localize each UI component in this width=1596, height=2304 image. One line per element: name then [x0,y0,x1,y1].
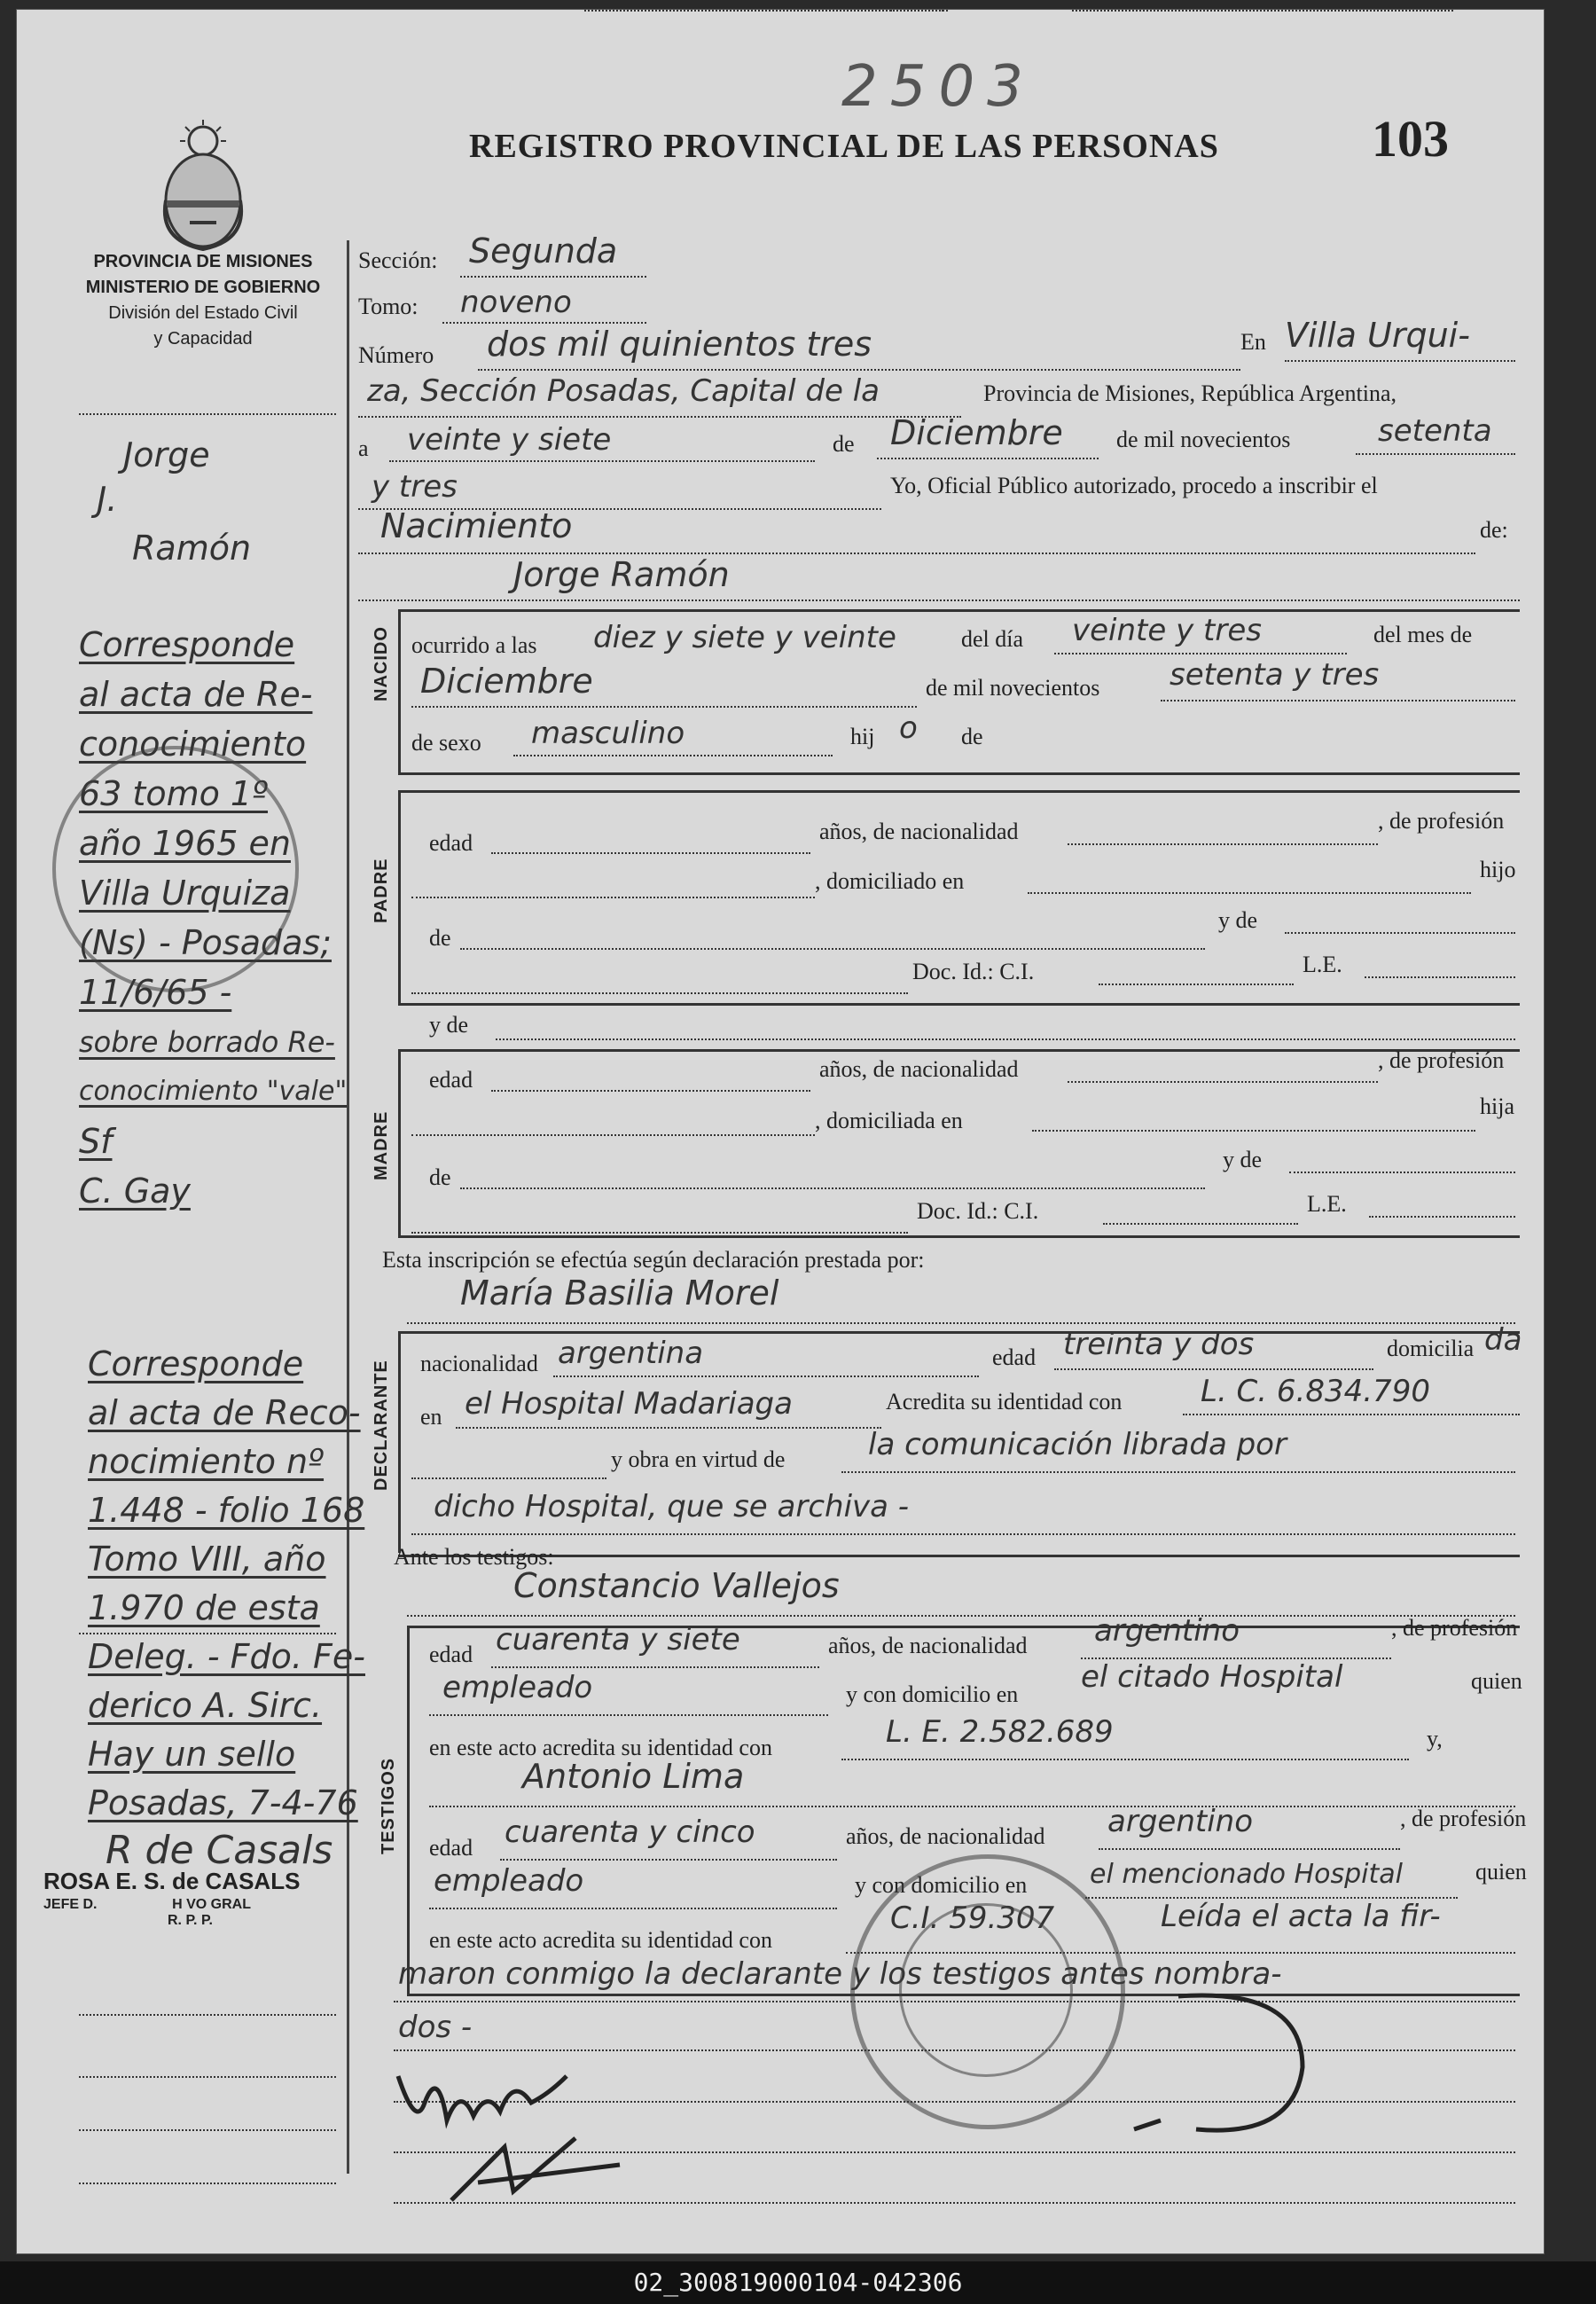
hora-value: diez y siete y veinte [593,620,896,655]
madre-profesion-label: , de profesión [1378,1047,1505,1073]
stamp-office: R. P. P. [168,1913,213,1928]
declarante-nacionalidad-value: argentina [558,1336,704,1371]
testigo1-edad-line [491,1666,819,1668]
place-value: za, Sección Posadas, Capital de la [367,373,880,409]
padre-profesion-label: , de profesión [1378,808,1505,834]
official-stamp [43,1868,363,1929]
padre-y-de-label: y de [1218,907,1258,933]
hij-line [890,10,943,12]
declarante-acredita-value: L. C. 6.834.790 [1201,1374,1430,1409]
declarante-obra-value: la comunicación librada por [868,1427,1287,1462]
declarante-obra-prefix-line [411,1477,606,1479]
madre-y-de-line [496,1038,1515,1040]
en-label: En [1240,329,1266,355]
padre-le-label: L.E. [1303,952,1342,977]
margin-note-line: Sf [79,1122,113,1161]
declarante-acredita-line [1183,1414,1520,1415]
padre-top-rule [398,790,1520,793]
testigo1-domicilio-value: el citado Hospital [1081,1659,1343,1695]
testigo2-acredita-label: en este acto acredita su identidad con [429,1927,772,1953]
margin-note-line: Villa Urquiza [79,874,291,913]
margin-note-line: al acta de Re- [79,675,313,714]
closing-text-1: Leída el acta la fir- [1161,1899,1441,1934]
padre-parent2-line [1285,932,1515,934]
mes-line [411,706,917,708]
testigo1-quien-label: quien [1471,1668,1522,1694]
day-value: veinte y siete [407,422,612,458]
madre-y-de-top-label: y de [429,1012,469,1038]
numero-label: Número [358,342,434,368]
margin-note-line: sobre borrado Re- [79,1025,335,1059]
del-mes-label: del mes de [1373,622,1473,647]
declarante-section-label: DECLARANTE [372,1360,391,1491]
seccion-line [460,276,646,278]
acto-value: Nacimiento [380,506,573,545]
nacido-section-label: NACIDO [372,626,391,701]
declarante-obra-line [841,1471,1515,1473]
testigo2-domicilio-label: y con domicilio en [855,1872,1028,1898]
madre-section-label: MADRE [372,1110,391,1180]
acto-line [358,552,1475,554]
declarante-bottom-rule [398,1555,1520,1557]
testigos-section-bar [407,1626,410,1994]
testigo2-quien-label: quien [1475,1859,1527,1885]
margin-note-line: año 1965 en [79,824,291,863]
margin-note-line: Corresponde [79,625,295,664]
declarante-en-label: en [420,1404,442,1430]
stamp-title: JEFE D. [43,1897,98,1912]
padre-doc-label: Doc. Id.: C.I. [912,959,1035,984]
declarante-obra-label: y obra en virtud de [611,1446,786,1472]
round-seal-stamp [52,746,299,992]
madre-doc-line [411,1232,908,1234]
declarante-edad-label: edad [992,1344,1037,1370]
closing-text-2: maron conmigo la declarante y los testigos antes nombra- [398,1956,1282,1992]
margin-note-line: Posadas, 7-4-76 [88,1783,358,1822]
tomo-value: noveno [460,285,572,320]
declarante-obra2-value: dicho Hospital, que se archiva - [434,1489,910,1524]
testigo2-profesion-value: empleado [434,1863,584,1899]
madre-section-bar [398,1049,401,1235]
declarante-nombre-line [407,1322,1515,1324]
padre-edad-label: edad [429,830,473,856]
margin-line [79,2076,336,2078]
closing-text-3: dos - [398,2010,473,2045]
madre-parent1-line [460,1187,1205,1189]
madre-edad-label: edad [429,1067,473,1093]
declarante-en-line [456,1427,881,1429]
declarante-edad-value: treinta y dos [1063,1327,1255,1362]
agency-ministry: MINISTERIO DE GOBIERNO [85,278,321,297]
testigo1-nombre-value: Constancio Vallejos [513,1566,840,1605]
margin-note-line: derico A. Sirc. [88,1686,323,1725]
sexo-line [513,755,833,756]
margin-note-line: conocimiento "vale" [79,1076,348,1107]
padre-ci-line [1099,984,1294,985]
testigo1-profesion-label: , de profesión [1391,1615,1518,1641]
anio-value: setenta y tres [1170,657,1380,693]
madre-domicilio-line [1032,1130,1475,1132]
margin-signature: R de Casals [106,1828,333,1873]
testigo2-edad-line [500,1859,837,1861]
madre-parent2-line [1289,1172,1515,1173]
padre-le-line [1365,976,1515,978]
agency-block [52,249,354,352]
declarante-acredita-label: Acredita su identidad con [886,1389,1123,1415]
margin-note-line: al acta de Reco- [88,1393,361,1432]
padre-de-label: de [429,925,451,951]
margin-note-line: 63 tomo 1º [79,774,269,813]
declarante-nacionalidad-line [553,1375,979,1377]
anio-line [1161,700,1515,701]
padre-doc-line [411,992,908,994]
padre-parent1-line [460,948,1205,950]
margin-note-line: Corresponde [88,1344,304,1383]
testigo2-nacionalidad-value: argentino [1107,1804,1253,1839]
official-round-seal-inner [899,1903,1073,2077]
numero-line [478,369,1240,371]
testigo1-profesion-line [429,1714,828,1716]
agency-province: PROVINCIA DE MISIONES [93,252,313,271]
testigo-signature [442,2120,691,2218]
document-title: REGISTRO PROVINCIAL DE LAS PERSONAS [469,128,1219,165]
numero-value: dos mil quinientos tres [487,325,872,364]
del-dia-label: del día [961,626,1024,652]
padre-domicilio-line [1028,892,1471,894]
nombre-value: Jorge Ramón [513,555,730,594]
testigo2-edad-value: cuarenta y cinco [505,1814,755,1850]
testigo1-domicilio-line [1072,10,1453,12]
nacido-de-label: de [961,724,983,749]
testigo1-doc-line [841,1759,1409,1760]
image-id-footer: 02_300819000104-042306 [0,2261,1596,2304]
margin-initial: J. [97,480,118,519]
margin-note-reconocimiento-1970 [88,1340,372,1828]
hij-value: o [899,710,918,746]
madre-anios-label: años, de nacionalidad [819,1056,1019,1082]
testigo2-nacionalidad-line [1099,1848,1400,1850]
margin-note-line: Tomo VIII, año [88,1540,326,1579]
stamp-name: ROSA E. S. de CASALS [43,1868,301,1894]
madre-le-line [1369,1216,1515,1218]
declarante-intro: Esta inscripción se efectúa según declaración prestada por: [382,1247,925,1273]
declarante-top-rule [398,1331,1520,1334]
en-value: Villa Urqui- [1285,316,1470,355]
testigos-intro: Ante los testigos: [394,1544,554,1570]
year-line [1356,453,1515,455]
testigo2-doc-value: C.I. 59.307 [890,1900,1055,1936]
testigo2-anios-label: años, de nacionalidad [846,1823,1045,1849]
margin-note-line: nocimiento nº [88,1442,325,1481]
de-colon-label: de: [1480,517,1508,543]
margin-line [79,2014,336,2016]
margin-note-line: Hay un sello [88,1735,296,1774]
dia-line [1054,653,1347,654]
tomo-label: Tomo: [358,294,419,319]
mes-value: Diciembre [420,662,593,701]
declarante-en-value: el Hospital Madariaga [465,1386,793,1422]
margin-note-line: C. Gay [79,1172,191,1211]
madre-profesion-line [411,1134,815,1136]
hij-label: hij [850,724,875,749]
sexo-value: masculino [531,716,685,751]
margin-note-line: 1.448 - folio 168 [88,1491,365,1530]
testigo1-acredita-label: en este acto acredita su identidad con [429,1735,772,1760]
handwritten-record-number: 2503 [841,54,1036,120]
oficial-text: Yo, Oficial Público autorizado, procedo a inscribir el [890,473,1378,498]
declarante-domicilia-value: da [1484,1322,1522,1358]
document-page [16,9,1545,2254]
testigo2-nombre-line [429,1806,1515,1807]
margin-note-line: 11/6/65 - [79,973,232,1012]
testigo2-profesion-label: , de profesión [1400,1806,1527,1831]
en-line [1285,360,1515,362]
declarante-edad-line [1054,1368,1373,1370]
declarante-nombre-value: María Basilia Morel [460,1273,779,1313]
declarante-section-bar [398,1331,401,1553]
padre-profesion-line [411,897,815,898]
stamp-subtitle: H VO GRAL [172,1897,251,1912]
margin-line [79,2129,336,2131]
day-line [389,460,815,462]
nombre-line [358,600,1520,601]
declarante-domicilia-label: domicilia [1387,1336,1475,1361]
testigo2-nombre-value: Antonio Lima [522,1757,745,1796]
agency-division: División del Estado Civil [108,303,298,323]
testigo1-domicilio-label: y con domicilio en [846,1681,1019,1707]
testigos-section-label: TESTIGOS [379,1757,398,1854]
madre-de-label: de [429,1164,451,1190]
year-value: setenta [1378,413,1492,449]
testigo1-edad-label: edad [429,1642,473,1667]
testigo1-anios-label: años, de nacionalidad [828,1633,1028,1658]
dia-value: veinte y tres [1072,613,1262,648]
testigo1-profesion-value: empleado [442,1670,593,1705]
testigo2-profesion-line [429,1908,837,1909]
nacido-section-bar [398,609,401,773]
margin-note-line: conocimiento [79,725,307,764]
margin-note-line: (Ns) - Posadas; [79,923,332,962]
ocurrido-label: ocurrido a las [411,632,537,658]
year-prefix: de mil novecientos [1116,427,1291,452]
madre-edad-line [491,1090,810,1092]
month-line [877,458,1099,459]
year-cont-value: y tres [372,469,458,505]
nacido-bottom-rule [398,772,1520,775]
testigo1-edad-value: cuarenta y siete [496,1622,740,1657]
margin-name-second: Ramón [132,529,252,568]
padre-bottom-rule [398,1003,1520,1006]
de-label: de [833,431,855,457]
testigo1-doc-value: L. E. 2.582.689 [886,1714,1114,1750]
testigo1-nombre-line [407,1615,1515,1617]
agency-capacity: y Capacidad [153,329,253,349]
margin-name-first: Jorge [123,435,210,474]
tomo-line [442,322,646,324]
testigo1-nacionalidad-value: argentino [1094,1613,1240,1649]
madre-le-label: L.E. [1307,1191,1347,1217]
oficial-signature [1125,1979,1329,2156]
sexo-label: de sexo [411,730,481,756]
official-round-seal [850,1854,1125,2129]
margin-line [79,2183,336,2184]
padre-section-bar [398,790,401,1003]
nacido-top-rule [398,609,1520,612]
seccion-label: Sección: [358,247,438,273]
madre-bottom-rule [398,1235,1520,1238]
madre-nacionalidad-line [1068,1081,1378,1083]
month-value: Diciembre [890,413,1063,452]
declarante-nacionalidad-label: nacionalidad [420,1351,538,1376]
padre-nacionalidad-line [1068,843,1378,845]
seccion-value: Segunda [469,231,618,270]
margin-note-line: 1.970 de esta [88,1588,320,1627]
place-line [358,416,961,418]
a-label: a [358,435,369,461]
testigo1-y-label: y, [1427,1726,1443,1752]
provincia-text: Provincia de Misiones, República Argentina, [983,380,1396,406]
madre-hija-label: hija [1480,1093,1514,1119]
coat-of-arms-icon [150,116,256,258]
testigo2-edad-label: edad [429,1835,473,1861]
margin-note-line: Deleg. - Fdo. Fe- [88,1637,365,1676]
madre-doc-label: Doc. Id.: C.I. [917,1198,1039,1224]
padre-section-label: PADRE [372,858,391,923]
madre-y-de-label: y de [1223,1147,1263,1172]
padre-anios-label: años, de nacionalidad [819,819,1019,844]
madre-top-rule [398,1049,1520,1052]
madre-domiciliada-label: , domiciliada en [815,1108,963,1133]
padre-edad-line [491,852,810,854]
declarante-obra2-line [411,1533,1515,1535]
mil-label: de mil novecientos [926,675,1100,701]
madre-ci-line [1103,1223,1298,1225]
testigo2-domicilio-value: el mencionado Hospital [1090,1859,1403,1890]
padre-hijo-label: hijo [1480,857,1516,882]
sheet-number: 103 [1372,110,1449,168]
margin-line [79,413,336,415]
padre-domiciliado-label: , domiciliado en [815,868,965,894]
